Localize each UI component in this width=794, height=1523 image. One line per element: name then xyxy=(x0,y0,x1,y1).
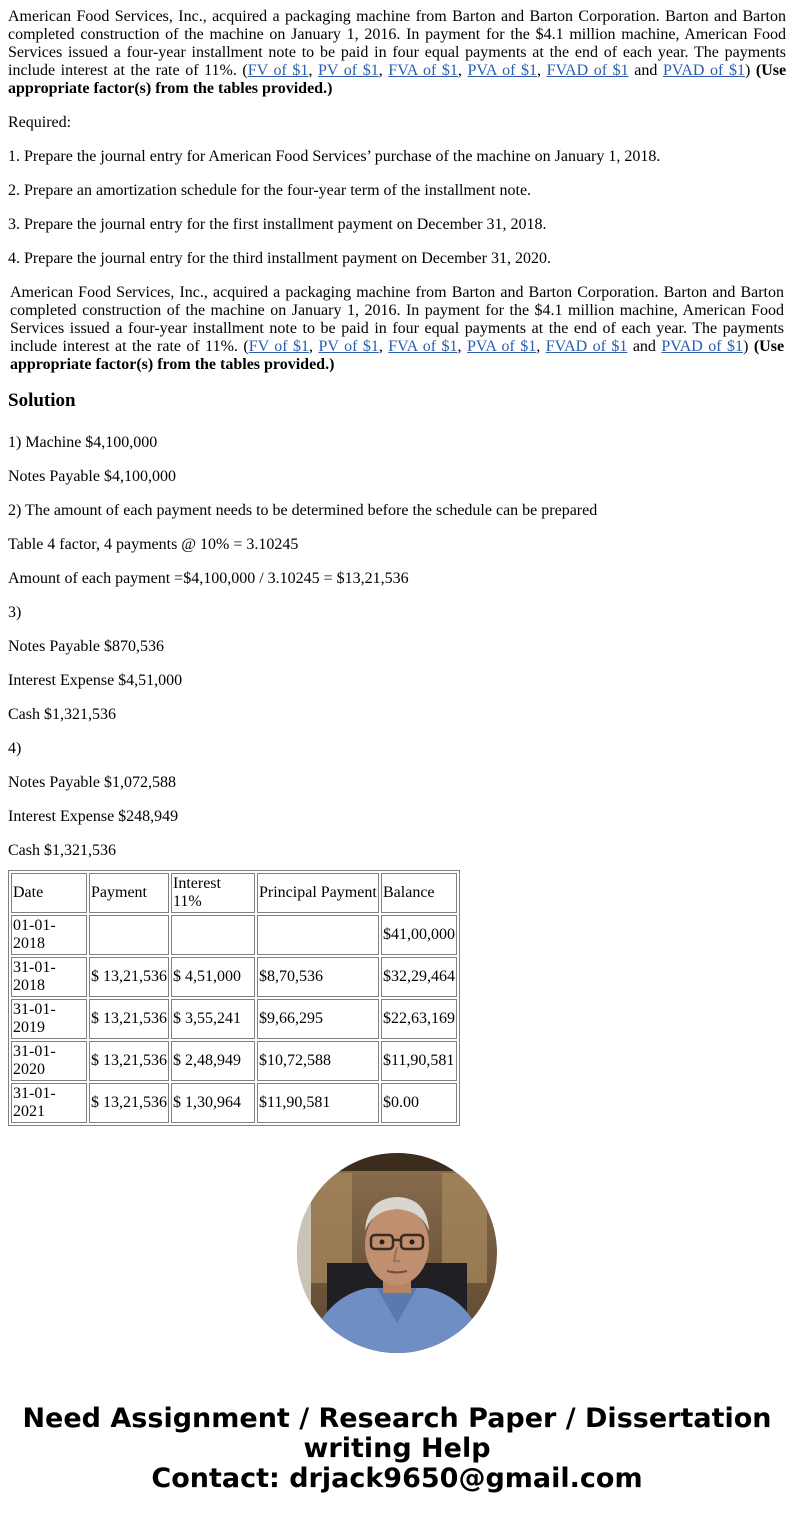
banner-line: Need Assignment / Research Paper / Dissertation xyxy=(22,1403,772,1434)
table-cell: $ 2,48,949 xyxy=(171,1041,255,1081)
table-header-cell: Date xyxy=(11,873,87,913)
table-cell: 31-01-2020 xyxy=(11,1041,87,1081)
avatar xyxy=(297,1153,497,1353)
table-cell: 31-01-2019 xyxy=(11,999,87,1039)
table-header-row xyxy=(11,873,457,913)
table-cell xyxy=(171,915,255,955)
table-header-cell: Balance xyxy=(381,873,457,913)
link-fv[interactable]: FV of $1 xyxy=(248,338,310,355)
table-cell: 01-01-2018 xyxy=(11,915,87,955)
solution-heading: Solution xyxy=(8,390,76,411)
solution-line: 1) Machine $4,100,000 xyxy=(8,434,158,451)
table-cell xyxy=(89,915,169,955)
link-fva[interactable]: FVA of $1 xyxy=(388,338,458,355)
table-cell: $ 13,21,536 xyxy=(89,999,169,1039)
table-cell: $10,72,588 xyxy=(257,1041,379,1081)
table-cell: $22,63,169 xyxy=(381,999,457,1039)
solution-line: 2) The amount of each payment needs to be determined before the schedule can be prepared xyxy=(8,502,598,519)
table-cell xyxy=(257,915,379,955)
link-pv[interactable]: PV of $1 xyxy=(318,62,379,79)
table-row xyxy=(11,1041,457,1081)
table-cell: $9,66,295 xyxy=(257,999,379,1039)
question-paragraph: American Food Services, Inc., acquired a packaging machine from Barton and Barton Corporation. Barton and Barton completed construction of the machine on January 1, 2016. In payment for the $4.1 million machine, American Food Services issued a four-year installment note to be paid in four equal payments at the end of each year. The payments include interest at the rate of 11%. (FV of $1, PV of $1, FVA of $1, PVA of $1, FVAD of $1 and PVAD of $1) (Use appropriate factor(s) from the tables provided.) xyxy=(8,8,787,97)
contact-banner xyxy=(0,1404,794,1494)
table-cell: 31-01-2018 xyxy=(11,957,87,997)
avatar-photo xyxy=(297,1153,497,1353)
solution-line: Table 4 factor, 4 payments @ 10% = 3.10245 xyxy=(8,536,299,553)
table-cell: $8,70,536 xyxy=(257,957,379,997)
table-cell: $41,00,000 xyxy=(381,915,457,955)
table-cell: $ 3,55,241 xyxy=(171,999,255,1039)
table-cell: $11,90,581 xyxy=(257,1083,379,1123)
link-pva[interactable]: PVA of $1 xyxy=(467,62,538,79)
solution-line: Notes Payable $1,072,588 xyxy=(8,774,176,791)
table-header-cell: Interest 11% xyxy=(171,873,255,913)
solution-line: Interest Expense $4,51,000 xyxy=(8,672,183,689)
table-cell: $ 4,51,000 xyxy=(171,957,255,997)
link-fvad[interactable]: FVAD of $1 xyxy=(546,62,629,79)
link-fv[interactable]: FV of $1 xyxy=(247,62,309,79)
requirement-1: 1. Prepare the journal entry for American Food Services’ purchase of the machine on January 1, 2018. xyxy=(8,148,661,165)
table-row xyxy=(11,999,457,1039)
table-row xyxy=(11,915,457,955)
requirement-2: 2. Prepare an amortization schedule for the four-year term of the installment note. xyxy=(8,182,532,199)
link-fvad[interactable]: FVAD of $1 xyxy=(545,338,628,355)
table-row xyxy=(11,957,457,997)
requirement-3: 3. Prepare the journal entry for the first installment payment on December 31, 2018. xyxy=(8,216,547,233)
table-cell: 31-01-2021 xyxy=(11,1083,87,1123)
solution-line: Cash $1,321,536 xyxy=(8,706,116,723)
link-pva[interactable]: PVA of $1 xyxy=(466,338,537,355)
requirement-4: 4. Prepare the journal entry for the third installment payment on December 31, 2020. xyxy=(8,250,551,267)
table-cell: $ 13,21,536 xyxy=(89,957,169,997)
link-pvad[interactable]: PVAD of $1 xyxy=(662,62,745,79)
table-cell: $ 13,21,536 xyxy=(89,1041,169,1081)
link-pv[interactable]: PV of $1 xyxy=(318,338,379,355)
table-cell: $0.00 xyxy=(381,1083,457,1123)
solution-line: Cash $1,321,536 xyxy=(8,842,116,859)
table-cell: $ 1,30,964 xyxy=(171,1083,255,1123)
table-header-cell: Payment xyxy=(89,873,169,913)
solution-line: Amount of each payment =$4,100,000 / 3.10245 = $13,21,536 xyxy=(8,570,409,587)
solution-line: Interest Expense $248,949 xyxy=(8,808,179,825)
banner-line: writing Help xyxy=(303,1433,491,1464)
amortization-table xyxy=(8,870,460,1126)
banner-contact-line: Contact: drjack9650@gmail.com xyxy=(151,1463,643,1494)
link-pvad[interactable]: PVAD of $1 xyxy=(661,338,744,355)
solution-line: 4) xyxy=(8,740,22,757)
instruction-text: (Use appropriate factor(s) from the tables provided.) xyxy=(8,62,787,97)
link-fva[interactable]: FVA of $1 xyxy=(388,62,458,79)
table-cell: $11,90,581 xyxy=(381,1041,457,1081)
question-paragraph-repeat: American Food Services, Inc., acquired a packaging machine from Barton and Barton Corporation. Barton and Barton completed construction of the machine on January 1, 2016. In payment for the $4.1 million machine, American Food Services issued a four-year installment note to be paid in four equal payments at the end of each year. The payments include interest at the rate of 11%. (FV of $1, PV of $1, FVA of $1, PVA of $1, FVAD of $1 and PVAD of $1) (Use appropriate factor(s) from the tables provided.) xyxy=(10,284,785,373)
table-row xyxy=(11,1083,457,1123)
table-header-cell: Principal Payment xyxy=(257,873,379,913)
solution-line: Notes Payable $870,536 xyxy=(8,638,164,655)
solution-line: 3) xyxy=(8,604,22,621)
solution-line: Notes Payable $4,100,000 xyxy=(8,468,176,485)
table-cell: $32,29,464 xyxy=(381,957,457,997)
table-cell: $ 13,21,536 xyxy=(89,1083,169,1123)
instruction-text: (Use appropriate factor(s) from the tables provided.) xyxy=(10,338,785,373)
required-label: Required: xyxy=(8,114,72,131)
